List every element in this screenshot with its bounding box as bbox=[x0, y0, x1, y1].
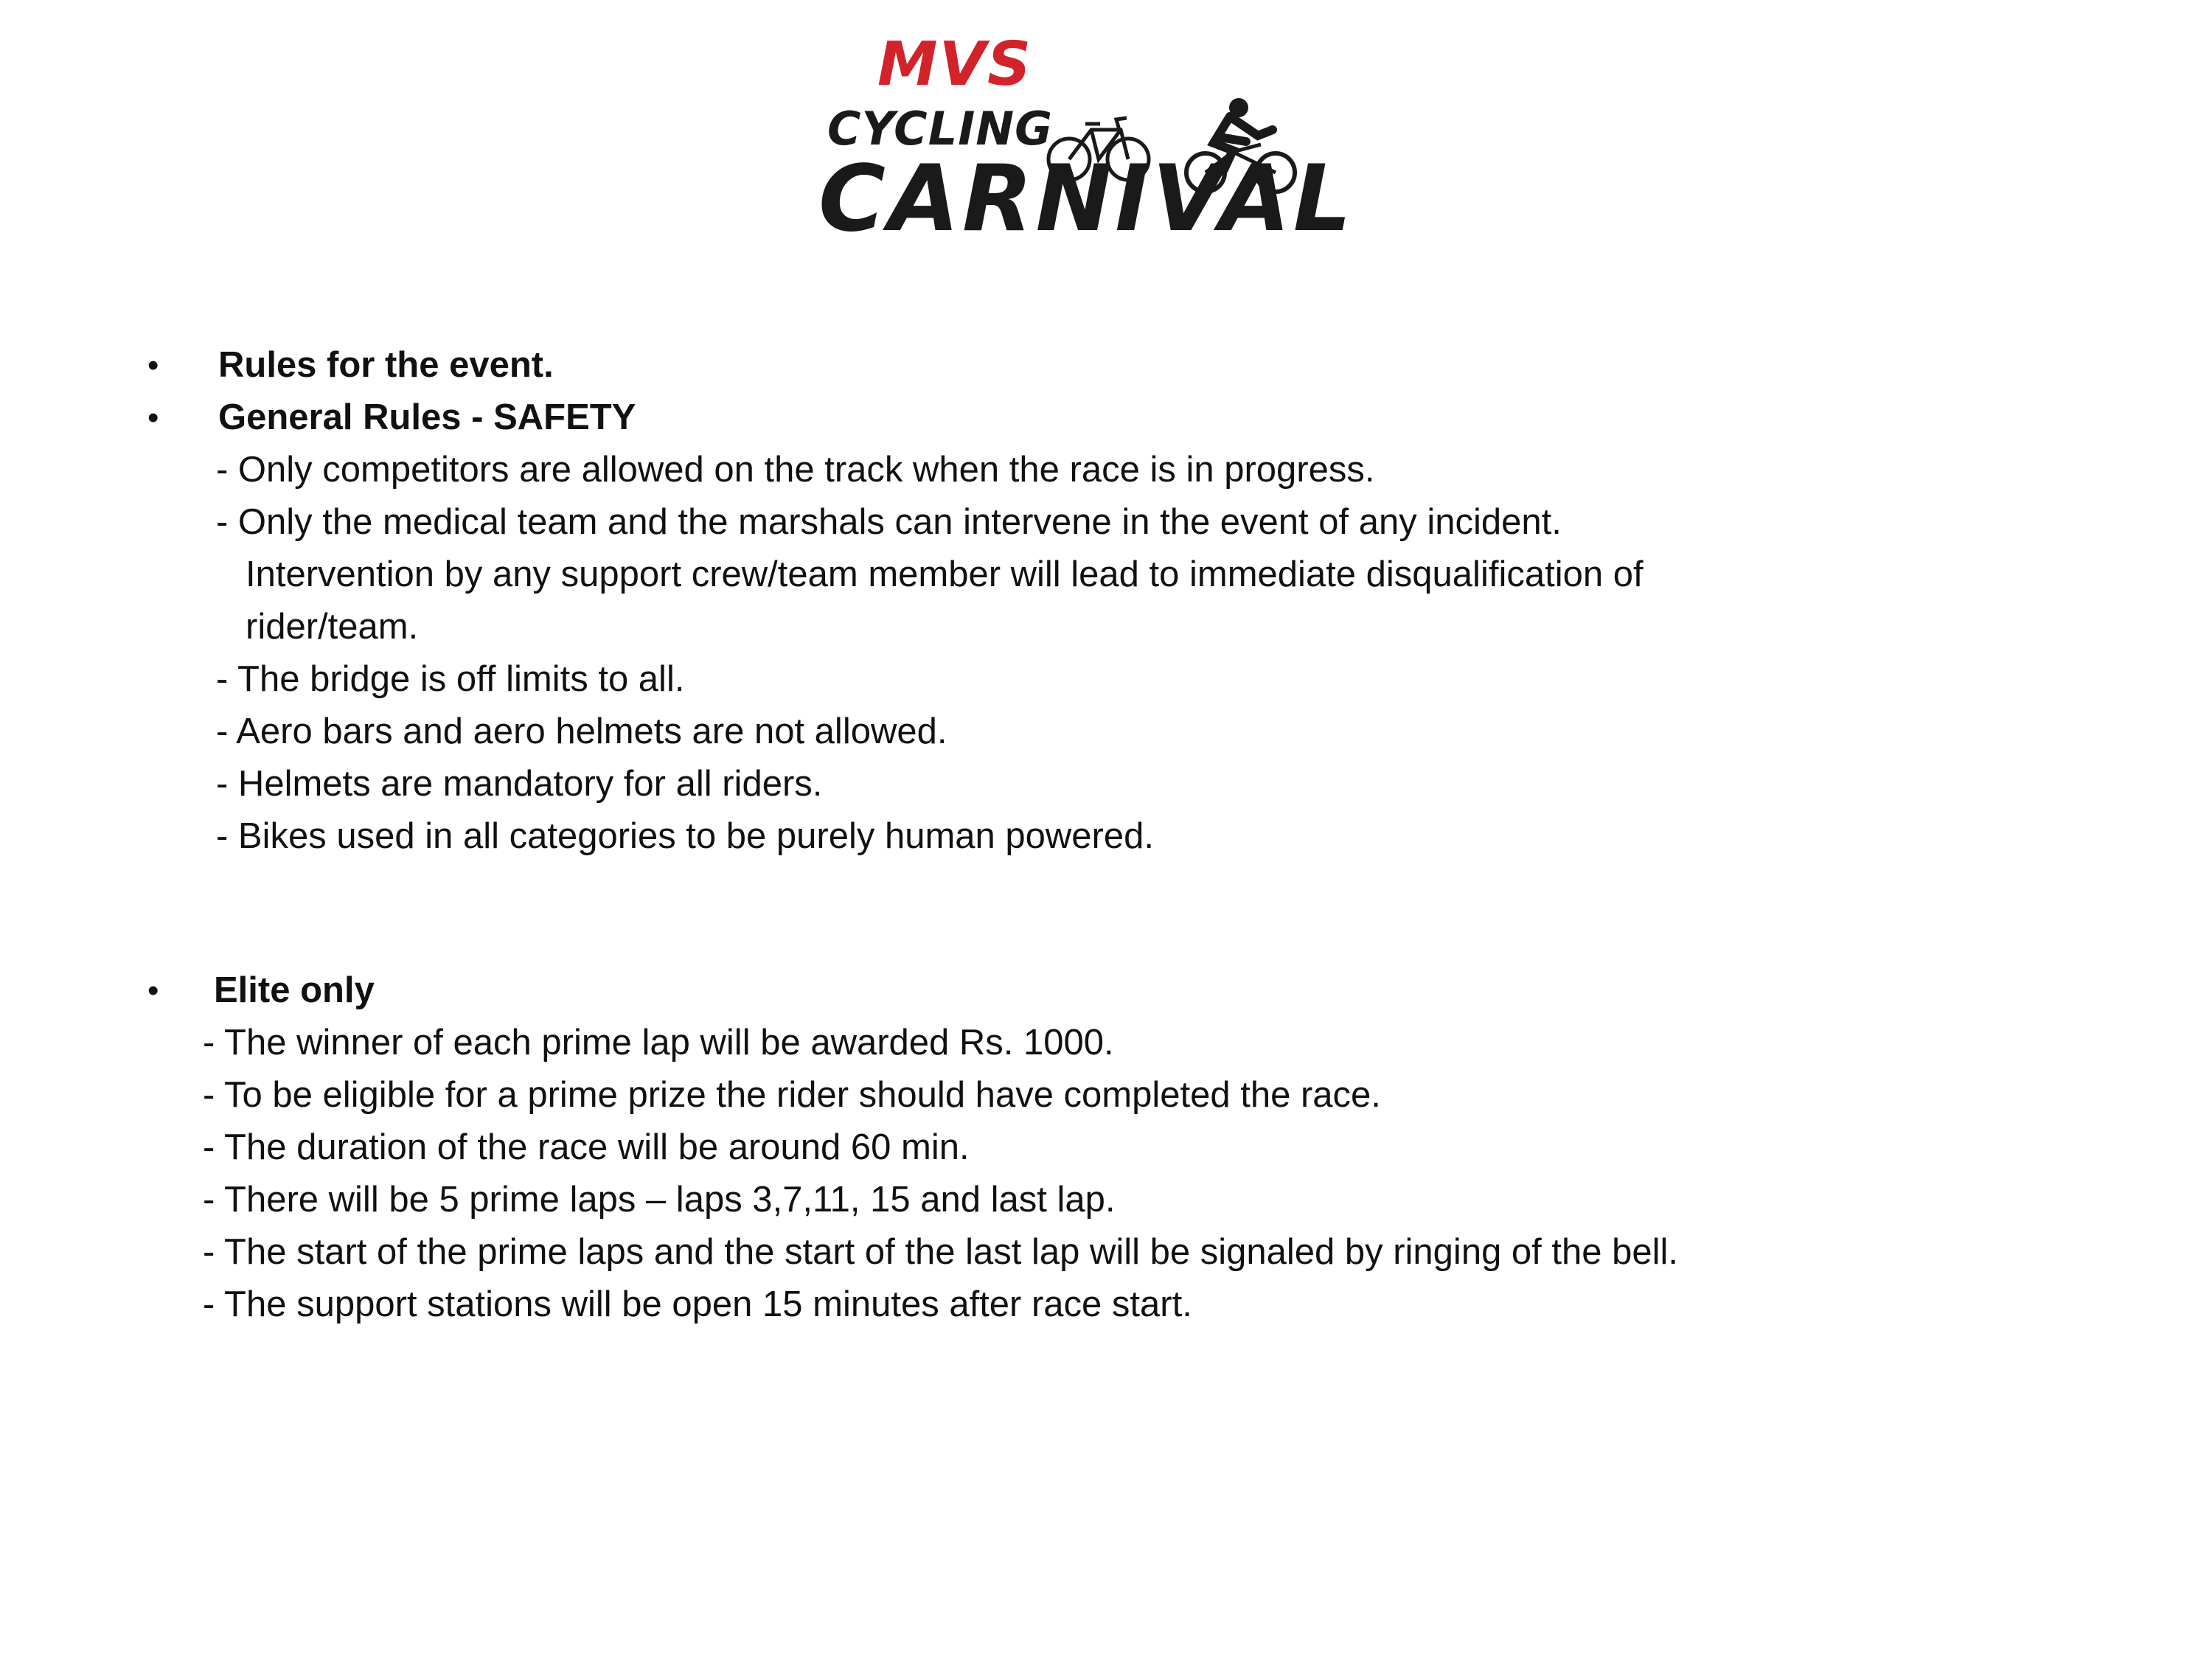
event-logo bbox=[818, 29, 1354, 252]
general-rule-item: - Helmets are mandatory for all riders. bbox=[216, 764, 823, 804]
elite-rule-item: - The support stations will be open 15 minutes after race start. bbox=[203, 1284, 1192, 1324]
elite-rule-item: - The winner of each prime lap will be awarded Rs. 1000. bbox=[203, 1023, 1114, 1062]
general-rule-continuation: Intervention by any support crew/team member will lead to immediate disqualification of bbox=[246, 554, 1644, 594]
elite-rule-item: - There will be 5 prime laps – laps 3,7,11, 15 and last lap. bbox=[203, 1180, 1116, 1220]
rules-heading: Rules for the event. bbox=[218, 345, 554, 385]
bullet-elite: • bbox=[147, 973, 159, 1009]
general-rules-heading: General Rules - SAFETY bbox=[218, 397, 636, 437]
general-rule-item: - Only competitors are allowed on the track when the race is in progress. bbox=[216, 450, 1375, 490]
general-rule-item: - Only the medical team and the marshals can intervene in the event of any incident. bbox=[216, 502, 1562, 542]
bullet-general: • bbox=[147, 400, 159, 436]
elite-rule-item: - The duration of the race will be around 60 min. bbox=[203, 1127, 970, 1167]
general-rule-continuation: rider/team. bbox=[246, 607, 419, 647]
bullet-rules: • bbox=[147, 347, 159, 383]
elite-rule-item: - The start of the prime laps and the start of the last lap will be signaled by ringing of the bell. bbox=[203, 1232, 1679, 1272]
logo-mvs-text: MVS bbox=[877, 29, 1033, 100]
general-rule-item: - Aero bars and aero helmets are not allowed. bbox=[216, 712, 947, 751]
elite-rule-item: - To be eligible for a prime prize the rider should have completed the race. bbox=[203, 1075, 1381, 1115]
general-rule-item: - The bridge is off limits to all. bbox=[216, 659, 685, 699]
general-rule-item: - Bikes used in all categories to be purely human powered. bbox=[216, 816, 1154, 856]
elite-heading: Elite only bbox=[214, 970, 375, 1010]
logo-carnival-text: CARNIVAL bbox=[818, 146, 1354, 252]
logo-cycling-text: CYCLING bbox=[827, 102, 1054, 156]
